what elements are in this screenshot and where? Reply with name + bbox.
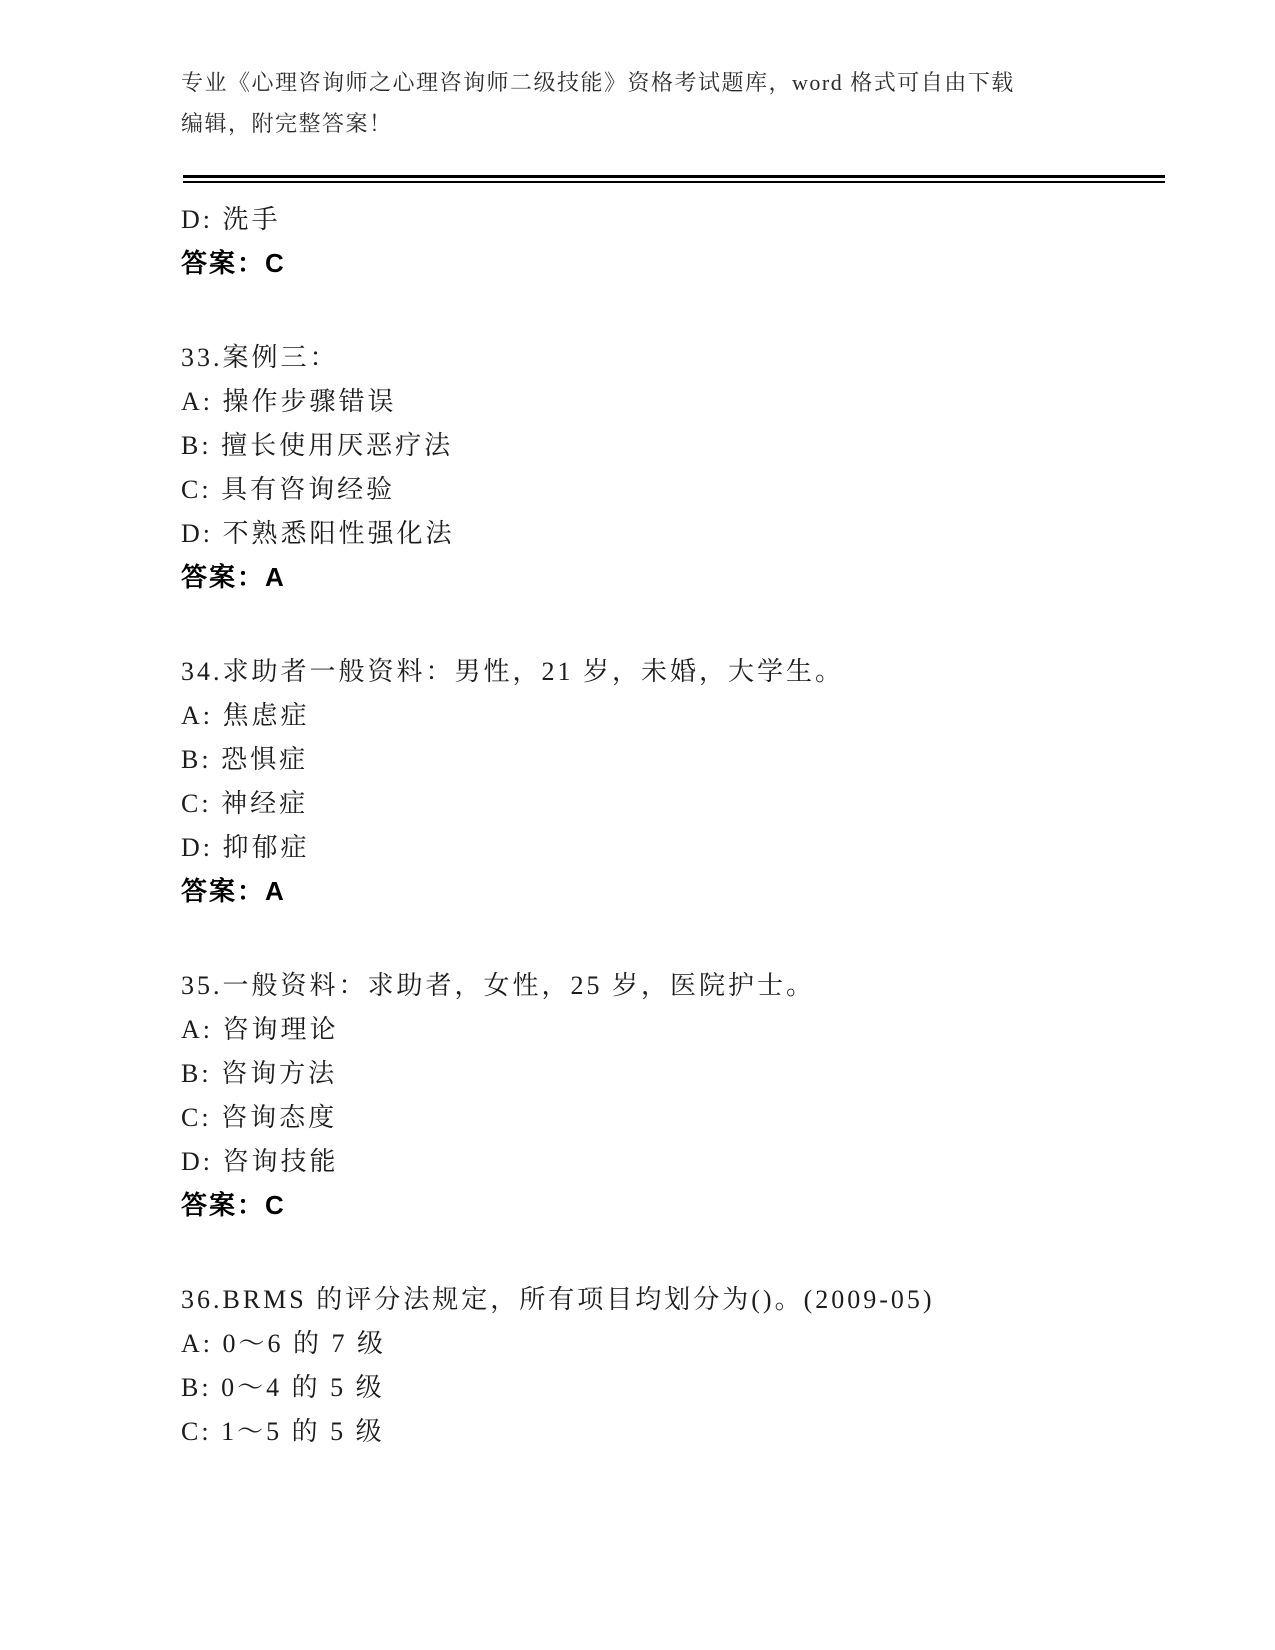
question-34-option-c: C: 神经症 <box>181 788 309 818</box>
question-35-answer: 答案：C <box>181 1189 286 1220</box>
question-35-option-d: D: 咨询技能 <box>181 1146 339 1176</box>
header-text-line-1: 专业《心理咨询师之心理咨询师二级技能》资格考试题库，word 格式可自由下载 <box>181 70 1015 95</box>
question-34-option-a: A: 焦虑症 <box>181 700 310 730</box>
question-33-option-a: A: 操作步骤错误 <box>181 386 397 416</box>
question-33-option-d: D: 不熟悉阳性强化法 <box>181 518 455 548</box>
header-divider-rule <box>183 175 1165 183</box>
question-35-option-b: B: 咨询方法 <box>181 1058 338 1088</box>
question-gap <box>181 283 1141 333</box>
question-36-option-c: C: 1～5 的 5 级 <box>181 1416 385 1446</box>
header-text-line-2: 编辑，附完整答案！ <box>181 111 393 136</box>
question-gap <box>181 597 1141 647</box>
question-34-title: 34.求助者一般资料：男性，21 岁，未婚，大学生。 <box>181 656 845 686</box>
question-gap <box>181 1225 1141 1275</box>
question-35-option-a: A: 咨询理论 <box>181 1014 339 1044</box>
question-33-option-c: C: 具有咨询经验 <box>181 474 396 504</box>
question-33-title: 33.案例三： <box>181 342 339 372</box>
question-36-option-a: A: 0～6 的 7 级 <box>181 1328 387 1358</box>
question-33-answer: 答案：A <box>181 561 286 592</box>
page-header <box>181 62 1051 144</box>
question-36-option-b: B: 0～4 的 5 级 <box>181 1372 385 1402</box>
question-32-option-d: D: 洗手 <box>181 204 281 234</box>
question-35-option-c: C: 咨询态度 <box>181 1102 338 1132</box>
question-36-title: 36.BRMS 的评分法规定，所有项目均划分为()。(2009-05) <box>181 1284 935 1314</box>
document-body <box>181 195 1141 1451</box>
question-34-option-d: D: 抑郁症 <box>181 832 310 862</box>
question-34-option-b: B: 恐惧症 <box>181 744 309 774</box>
question-34-answer: 答案：A <box>181 875 286 906</box>
question-35-title: 35.一般资料：求助者，女性，25 岁，医院护士。 <box>181 970 816 1000</box>
question-32-answer: 答案：C <box>181 247 286 278</box>
question-33-option-b: B: 擅长使用厌恶疗法 <box>181 430 454 460</box>
question-gap <box>181 911 1141 961</box>
